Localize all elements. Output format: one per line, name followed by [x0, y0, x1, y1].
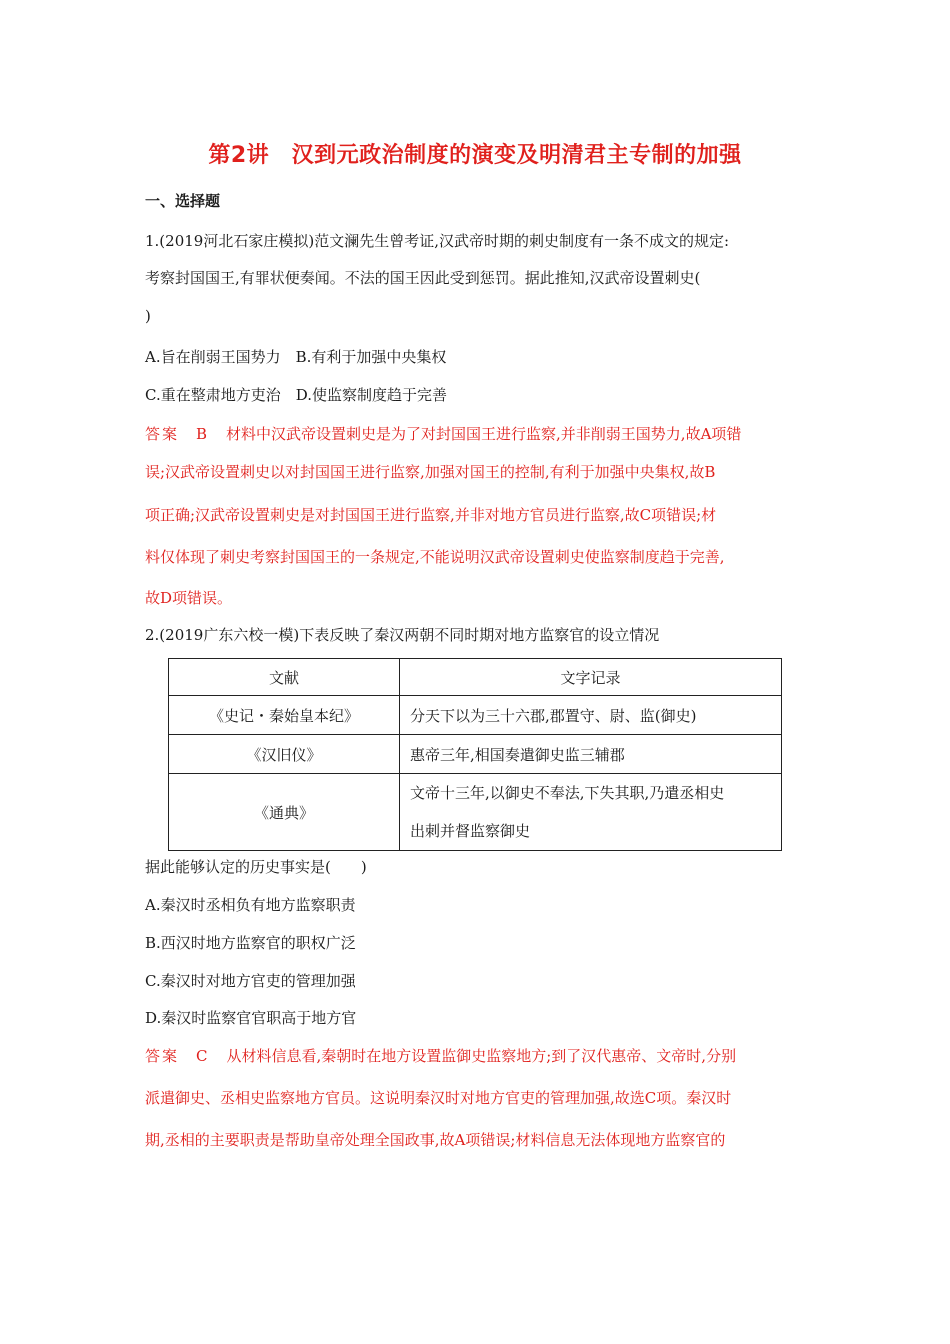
table-header-cell: 文字记录 [400, 659, 782, 696]
table-cell-source: 《通典》 [169, 774, 400, 851]
q2-option: D.秦汉时监察官官职高于地方官 [145, 1009, 357, 1027]
q1-option: C.重在整肃地方吏治 D.使监察制度趋于完善 [145, 386, 447, 404]
table-cell-record-line: 出刺并督监察御史 [410, 822, 531, 840]
q2-option: C.秦汉时对地方官吏的管理加强 [145, 972, 356, 990]
page-title: 第2讲 汉到元政治制度的演变及明清君主专制的加强 [208, 143, 742, 168]
section-heading: 一、选择题 [145, 192, 221, 210]
q2-answer-line: 派遣御史、丞相史监察地方官员。这说明秦汉时对地方官吏的管理加强,故选C项。秦汉时 [145, 1089, 732, 1107]
q1-stem-line: ) [145, 307, 151, 325]
table-row [169, 696, 782, 735]
q1-stem-line: 1.(2019河北石家庄模拟)范文澜先生曾考证,汉武帝时期的刺史制度有一条不成文的规定: [145, 232, 730, 250]
table-row [169, 735, 782, 774]
q1-answer-line: 料仅体现了刺史考察封国国王的一条规定,不能说明汉武帝设置刺史使监察制度趋于完善, [145, 548, 725, 566]
q2-question: 据此能够认定的历史事实是( ) [145, 858, 367, 876]
q1-answer-line: 故D项错误。 [145, 589, 233, 607]
q1-answer-line: 误;汉武帝设置刺史以对封国国王进行监察,加强对国王的控制,有利于加强中央集权,故B [145, 463, 716, 481]
table-cell-source: 《汉旧仪》 [169, 735, 400, 774]
q2-stem: 2.(2019广东六校一模)下表反映了秦汉两朝不同时期对地方监察官的设立情况 [145, 626, 660, 644]
table-cell-record: 分天下以为三十六郡,郡置守、尉、监(御史) [400, 696, 782, 735]
table-header-row [169, 659, 782, 696]
q1-option: A.旨在削弱王国势力 B.有利于加强中央集权 [145, 348, 447, 366]
table-cell-record: 惠帝三年,相国奏遣御史监三辅郡 [400, 735, 782, 774]
table-row [169, 774, 782, 851]
q2-answer-label: 答案 C [145, 1047, 227, 1065]
q2-table [168, 658, 782, 851]
q2-answer-line: 期,丞相的主要职责是帮助皇帝处理全国政事,故A项错误;材料信息无法体现地方监察官的 [145, 1131, 726, 1149]
q1-answer-line: 项正确;汉武帝设置刺史是对封国国王进行监察,并非对地方官员进行监察,故C项错误;材 [145, 506, 717, 524]
table-cell-record-line: 文帝十三年,以御史不奉法,下失其职,乃遣丞相史 [410, 784, 725, 802]
q1-answer-line [145, 424, 810, 444]
q2-option: B.西汉时地方监察官的职权广泛 [145, 934, 356, 952]
q2-answer-line [145, 1046, 810, 1066]
table-cell-source: 《史记・秦始皇本纪》 [169, 696, 400, 735]
q2-answer-text: 从材料信息看,秦朝时在地方设置监御史监察地方;到了汉代惠帝、文帝时,分别 [226, 1047, 737, 1065]
q1-answer-text: 材料中汉武帝设置刺史是为了对封国国王进行监察,并非削弱王国势力,故A项错 [226, 425, 742, 443]
table-header-cell: 文献 [169, 659, 400, 696]
table-cell-record [400, 774, 782, 851]
q2-option: A.秦汉时丞相负有地方监察职责 [145, 896, 356, 914]
q1-answer-label: 答案 B [145, 425, 227, 443]
q1-stem-line: 考察封国国王,有罪状便奏闻。不法的国王因此受到惩罚。据此推知,汉武帝设置刺史( [145, 269, 701, 287]
